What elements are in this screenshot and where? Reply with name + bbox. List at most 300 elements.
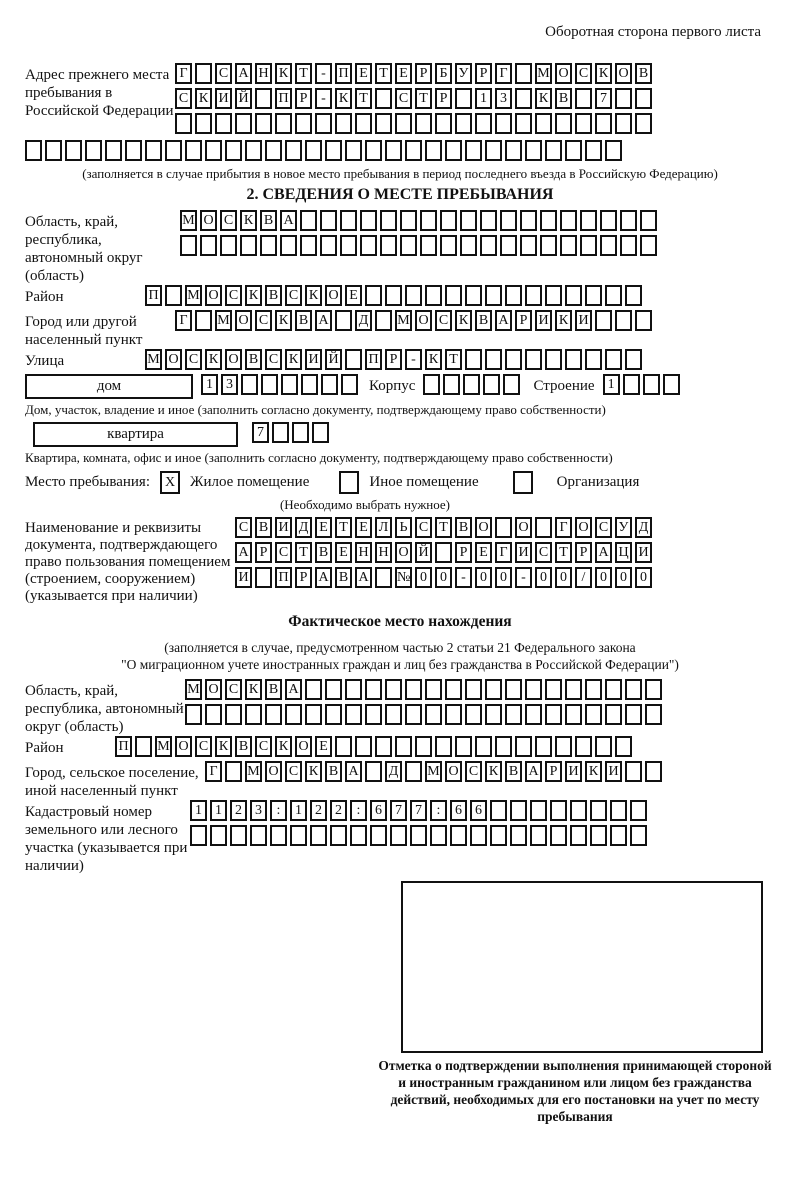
char-cell[interactable]: О (395, 542, 412, 563)
char-cell[interactable] (220, 235, 237, 256)
char-cell[interactable]: С (285, 761, 302, 782)
char-cell[interactable] (365, 704, 382, 725)
char-cell[interactable] (495, 736, 512, 757)
char-cell[interactable] (285, 140, 302, 161)
char-cell[interactable] (385, 704, 402, 725)
char-cell[interactable] (505, 349, 522, 370)
char-cell[interactable] (375, 88, 392, 109)
char-cell[interactable] (295, 113, 312, 134)
char-cell[interactable]: С (225, 679, 242, 700)
char-cell[interactable] (255, 567, 272, 588)
char-cell[interactable] (535, 736, 552, 757)
char-cell[interactable] (623, 374, 640, 395)
char-cell[interactable]: П (275, 567, 292, 588)
char-cell[interactable]: Г (175, 310, 192, 331)
char-cell[interactable] (405, 679, 422, 700)
char-cell[interactable] (125, 140, 142, 161)
char-cell[interactable]: С (195, 736, 212, 757)
char-cell[interactable] (645, 679, 662, 700)
char-cell[interactable] (525, 140, 542, 161)
char-cell[interactable]: И (275, 517, 292, 538)
char-cell[interactable] (550, 800, 567, 821)
char-cell[interactable] (465, 349, 482, 370)
char-cell[interactable] (440, 210, 457, 231)
char-cell[interactable] (225, 704, 242, 725)
char-cell[interactable]: Т (435, 517, 452, 538)
char-cell[interactable]: К (205, 349, 222, 370)
char-cell[interactable] (570, 800, 587, 821)
char-cell[interactable]: К (535, 88, 552, 109)
char-cell[interactable] (65, 140, 82, 161)
char-cell[interactable] (535, 517, 552, 538)
char-cell[interactable]: Д (355, 310, 372, 331)
char-cell[interactable] (605, 140, 622, 161)
char-cell[interactable]: У (615, 517, 632, 538)
char-cell[interactable] (635, 310, 652, 331)
char-cell[interactable] (590, 825, 607, 846)
char-cell[interactable] (135, 736, 152, 757)
char-cell[interactable] (312, 422, 329, 443)
char-cell[interactable] (345, 349, 362, 370)
char-cell[interactable]: И (565, 761, 582, 782)
char-cell[interactable] (625, 285, 642, 306)
char-cell[interactable]: О (175, 736, 192, 757)
char-cell[interactable]: Т (335, 517, 352, 538)
char-cell[interactable] (330, 825, 347, 846)
char-cell[interactable] (420, 235, 437, 256)
char-cell[interactable]: И (575, 310, 592, 331)
char-cell[interactable] (585, 704, 602, 725)
char-cell[interactable] (615, 113, 632, 134)
char-cell[interactable] (430, 825, 447, 846)
char-cell[interactable] (585, 285, 602, 306)
char-cell[interactable] (525, 704, 542, 725)
char-cell[interactable] (375, 310, 392, 331)
char-cell[interactable]: А (280, 210, 297, 231)
char-cell[interactable] (575, 113, 592, 134)
char-cell[interactable] (485, 679, 502, 700)
char-cell[interactable] (265, 140, 282, 161)
char-cell[interactable]: Т (555, 542, 572, 563)
char-cell[interactable]: Е (315, 736, 332, 757)
char-cell[interactable] (375, 567, 392, 588)
char-cell[interactable] (495, 113, 512, 134)
char-cell[interactable] (105, 140, 122, 161)
char-cell[interactable]: 1 (190, 800, 207, 821)
char-cell[interactable]: С (285, 285, 302, 306)
char-cell[interactable] (535, 113, 552, 134)
char-cell[interactable] (405, 285, 422, 306)
char-cell[interactable]: П (335, 63, 352, 84)
char-cell[interactable]: О (445, 761, 462, 782)
char-cell[interactable] (525, 349, 542, 370)
char-cell[interactable] (470, 825, 487, 846)
char-cell[interactable]: С (395, 88, 412, 109)
char-cell[interactable] (290, 825, 307, 846)
char-cell[interactable] (545, 140, 562, 161)
char-cell[interactable] (405, 704, 422, 725)
char-cell[interactable]: О (615, 63, 632, 84)
char-cell[interactable] (340, 235, 357, 256)
char-cell[interactable] (605, 285, 622, 306)
char-cell[interactable] (425, 140, 442, 161)
char-cell[interactable] (255, 88, 272, 109)
char-cell[interactable] (365, 285, 382, 306)
char-cell[interactable]: Б (435, 63, 452, 84)
char-cell[interactable]: Д (635, 517, 652, 538)
char-cell[interactable]: С (265, 349, 282, 370)
char-cell[interactable] (245, 704, 262, 725)
char-cell[interactable] (580, 210, 597, 231)
char-cell[interactable]: 7 (595, 88, 612, 109)
char-cell[interactable] (260, 235, 277, 256)
char-cell[interactable] (530, 825, 547, 846)
char-cell[interactable] (325, 679, 342, 700)
char-cell[interactable] (625, 349, 642, 370)
char-cell[interactable] (635, 113, 652, 134)
char-cell[interactable] (195, 63, 212, 84)
char-cell[interactable] (25, 140, 42, 161)
char-cell[interactable]: Г (205, 761, 222, 782)
char-cell[interactable]: 0 (475, 567, 492, 588)
char-cell[interactable] (355, 113, 372, 134)
char-cell[interactable] (545, 285, 562, 306)
char-cell[interactable] (325, 140, 342, 161)
char-cell[interactable]: В (555, 88, 572, 109)
char-cell[interactable] (455, 113, 472, 134)
stay-option-org-checkbox[interactable] (513, 471, 533, 494)
char-cell[interactable]: М (145, 349, 162, 370)
char-cell[interactable] (355, 736, 372, 757)
char-cell[interactable] (615, 310, 632, 331)
char-cell[interactable]: 1 (290, 800, 307, 821)
char-cell[interactable] (465, 704, 482, 725)
char-cell[interactable]: В (475, 310, 492, 331)
char-cell[interactable]: В (335, 567, 352, 588)
char-cell[interactable] (205, 140, 222, 161)
house-type-box[interactable]: дом (25, 374, 193, 399)
char-cell[interactable] (385, 679, 402, 700)
char-cell[interactable]: Н (375, 542, 392, 563)
char-cell[interactable] (321, 374, 338, 395)
char-cell[interactable] (301, 374, 318, 395)
char-cell[interactable] (385, 140, 402, 161)
char-cell[interactable]: Ь (395, 517, 412, 538)
char-cell[interactable] (350, 825, 367, 846)
char-cell[interactable] (345, 140, 362, 161)
char-cell[interactable]: С (215, 63, 232, 84)
char-cell[interactable]: Е (315, 517, 332, 538)
char-cell[interactable] (405, 761, 422, 782)
char-cell[interactable]: И (605, 761, 622, 782)
char-cell[interactable] (585, 349, 602, 370)
char-cell[interactable]: С (595, 517, 612, 538)
char-cell[interactable] (510, 800, 527, 821)
char-cell[interactable] (565, 140, 582, 161)
char-cell[interactable] (445, 140, 462, 161)
char-cell[interactable]: 1 (210, 800, 227, 821)
char-cell[interactable] (615, 88, 632, 109)
char-cell[interactable]: Н (255, 63, 272, 84)
char-cell[interactable] (545, 679, 562, 700)
char-cell[interactable]: С (275, 542, 292, 563)
char-cell[interactable]: 1 (475, 88, 492, 109)
char-cell[interactable]: П (145, 285, 162, 306)
char-cell[interactable] (510, 825, 527, 846)
char-cell[interactable] (610, 800, 627, 821)
char-cell[interactable] (185, 704, 202, 725)
char-cell[interactable]: Г (175, 63, 192, 84)
char-cell[interactable]: Г (555, 517, 572, 538)
char-cell[interactable] (195, 310, 212, 331)
char-cell[interactable] (480, 210, 497, 231)
char-cell[interactable]: П (365, 349, 382, 370)
char-cell[interactable] (175, 113, 192, 134)
char-cell[interactable]: К (245, 285, 262, 306)
char-cell[interactable] (485, 140, 502, 161)
char-cell[interactable] (515, 63, 532, 84)
char-cell[interactable]: 0 (635, 567, 652, 588)
char-cell[interactable]: А (525, 761, 542, 782)
char-cell[interactable]: В (245, 349, 262, 370)
char-cell[interactable]: - (515, 567, 532, 588)
char-cell[interactable] (205, 704, 222, 725)
char-cell[interactable] (440, 235, 457, 256)
char-cell[interactable] (503, 374, 520, 395)
char-cell[interactable]: И (635, 542, 652, 563)
char-cell[interactable]: Д (385, 761, 402, 782)
char-cell[interactable] (180, 235, 197, 256)
char-cell[interactable] (423, 374, 440, 395)
char-cell[interactable]: А (235, 63, 252, 84)
char-cell[interactable]: К (425, 349, 442, 370)
char-cell[interactable] (390, 825, 407, 846)
char-cell[interactable]: И (515, 542, 532, 563)
char-cell[interactable] (600, 235, 617, 256)
char-cell[interactable] (570, 825, 587, 846)
char-cell[interactable]: К (195, 88, 212, 109)
char-cell[interactable] (590, 800, 607, 821)
char-cell[interactable]: 1 (201, 374, 218, 395)
char-cell[interactable]: Т (375, 63, 392, 84)
char-cell[interactable] (395, 736, 412, 757)
char-cell[interactable]: К (555, 310, 572, 331)
char-cell[interactable] (270, 825, 287, 846)
char-cell[interactable]: 0 (595, 567, 612, 588)
char-cell[interactable]: В (265, 679, 282, 700)
char-cell[interactable]: О (225, 349, 242, 370)
char-cell[interactable]: № (395, 567, 412, 588)
char-cell[interactable]: К (305, 761, 322, 782)
char-cell[interactable] (625, 761, 642, 782)
char-cell[interactable]: О (295, 736, 312, 757)
char-cell[interactable] (625, 679, 642, 700)
char-cell[interactable]: С (185, 349, 202, 370)
char-cell[interactable] (305, 140, 322, 161)
char-cell[interactable] (365, 761, 382, 782)
char-cell[interactable] (605, 704, 622, 725)
char-cell[interactable] (460, 210, 477, 231)
char-cell[interactable]: С (255, 310, 272, 331)
char-cell[interactable]: Р (475, 63, 492, 84)
char-cell[interactable] (265, 704, 282, 725)
char-cell[interactable] (505, 679, 522, 700)
char-cell[interactable]: О (475, 517, 492, 538)
char-cell[interactable] (400, 235, 417, 256)
char-cell[interactable] (380, 235, 397, 256)
char-cell[interactable]: В (455, 517, 472, 538)
char-cell[interactable]: А (495, 310, 512, 331)
char-cell[interactable]: С (235, 517, 252, 538)
char-cell[interactable]: 0 (535, 567, 552, 588)
char-cell[interactable] (85, 140, 102, 161)
char-cell[interactable]: Р (255, 542, 272, 563)
char-cell[interactable]: К (585, 761, 602, 782)
char-cell[interactable]: Е (355, 517, 372, 538)
char-cell[interactable]: О (205, 285, 222, 306)
char-cell[interactable]: Т (445, 349, 462, 370)
char-cell[interactable] (230, 825, 247, 846)
char-cell[interactable] (475, 736, 492, 757)
char-cell[interactable] (415, 736, 432, 757)
char-cell[interactable]: Н (355, 542, 372, 563)
char-cell[interactable] (455, 88, 472, 109)
char-cell[interactable] (565, 349, 582, 370)
char-cell[interactable] (620, 235, 637, 256)
char-cell[interactable]: О (325, 285, 342, 306)
char-cell[interactable] (640, 235, 657, 256)
char-cell[interactable]: Й (325, 349, 342, 370)
char-cell[interactable]: В (235, 736, 252, 757)
char-cell[interactable] (595, 310, 612, 331)
char-cell[interactable] (305, 704, 322, 725)
char-cell[interactable]: Р (295, 567, 312, 588)
char-cell[interactable]: К (275, 310, 292, 331)
char-cell[interactable]: С (225, 285, 242, 306)
char-cell[interactable] (435, 736, 452, 757)
char-cell[interactable]: Р (515, 310, 532, 331)
char-cell[interactable] (250, 825, 267, 846)
char-cell[interactable] (445, 679, 462, 700)
char-cell[interactable] (515, 113, 532, 134)
char-cell[interactable]: Г (495, 63, 512, 84)
char-cell[interactable]: М (215, 310, 232, 331)
char-cell[interactable]: М (425, 761, 442, 782)
char-cell[interactable] (445, 285, 462, 306)
char-cell[interactable] (475, 113, 492, 134)
char-cell[interactable] (625, 704, 642, 725)
char-cell[interactable]: К (240, 210, 257, 231)
char-cell[interactable] (435, 542, 452, 563)
char-cell[interactable] (405, 140, 422, 161)
char-cell[interactable] (595, 113, 612, 134)
char-cell[interactable]: 7 (252, 422, 269, 443)
char-cell[interactable]: С (255, 736, 272, 757)
char-cell[interactable] (340, 210, 357, 231)
char-cell[interactable]: О (575, 517, 592, 538)
char-cell[interactable] (365, 679, 382, 700)
char-cell[interactable]: М (155, 736, 172, 757)
char-cell[interactable]: : (430, 800, 447, 821)
char-cell[interactable] (495, 517, 512, 538)
char-cell[interactable] (345, 679, 362, 700)
char-cell[interactable]: 0 (495, 567, 512, 588)
char-cell[interactable]: Р (575, 542, 592, 563)
char-cell[interactable]: С (220, 210, 237, 231)
char-cell[interactable] (450, 825, 467, 846)
char-cell[interactable] (410, 825, 427, 846)
char-cell[interactable]: П (275, 88, 292, 109)
char-cell[interactable] (490, 800, 507, 821)
char-cell[interactable] (465, 140, 482, 161)
char-cell[interactable]: О (200, 210, 217, 231)
char-cell[interactable] (500, 235, 517, 256)
char-cell[interactable]: К (275, 736, 292, 757)
char-cell[interactable]: К (285, 349, 302, 370)
char-cell[interactable] (375, 736, 392, 757)
char-cell[interactable] (460, 235, 477, 256)
char-cell[interactable] (550, 825, 567, 846)
char-cell[interactable] (483, 374, 500, 395)
char-cell[interactable] (345, 704, 362, 725)
char-cell[interactable] (190, 825, 207, 846)
char-cell[interactable]: Р (415, 63, 432, 84)
char-cell[interactable]: С (175, 88, 192, 109)
char-cell[interactable]: Й (235, 88, 252, 109)
char-cell[interactable] (520, 235, 537, 256)
char-cell[interactable]: М (395, 310, 412, 331)
char-cell[interactable] (480, 235, 497, 256)
char-cell[interactable]: В (505, 761, 522, 782)
char-cell[interactable]: О (515, 517, 532, 538)
char-cell[interactable] (341, 374, 358, 395)
char-cell[interactable]: К (485, 761, 502, 782)
char-cell[interactable]: 2 (310, 800, 327, 821)
stay-option-housing-checkbox[interactable]: X (160, 471, 180, 494)
char-cell[interactable]: В (255, 517, 272, 538)
char-cell[interactable]: - (455, 567, 472, 588)
char-cell[interactable] (375, 113, 392, 134)
char-cell[interactable] (272, 422, 289, 443)
char-cell[interactable]: К (335, 88, 352, 109)
char-cell[interactable]: Т (355, 88, 372, 109)
char-cell[interactable] (415, 113, 432, 134)
char-cell[interactable] (540, 235, 557, 256)
char-cell[interactable] (575, 736, 592, 757)
char-cell[interactable]: В (325, 761, 342, 782)
char-cell[interactable] (565, 704, 582, 725)
char-cell[interactable]: : (270, 800, 287, 821)
char-cell[interactable] (285, 704, 302, 725)
char-cell[interactable]: У (455, 63, 472, 84)
char-cell[interactable] (605, 679, 622, 700)
char-cell[interactable]: 0 (435, 567, 452, 588)
char-cell[interactable] (515, 736, 532, 757)
char-cell[interactable] (335, 113, 352, 134)
char-cell[interactable] (200, 235, 217, 256)
char-cell[interactable]: В (315, 542, 332, 563)
char-cell[interactable] (560, 210, 577, 231)
char-cell[interactable] (485, 349, 502, 370)
char-cell[interactable] (320, 235, 337, 256)
char-cell[interactable]: / (575, 567, 592, 588)
char-cell[interactable]: С (535, 542, 552, 563)
char-cell[interactable]: М (535, 63, 552, 84)
char-cell[interactable]: Р (455, 542, 472, 563)
char-cell[interactable] (585, 140, 602, 161)
char-cell[interactable] (545, 349, 562, 370)
char-cell[interactable]: Т (295, 542, 312, 563)
